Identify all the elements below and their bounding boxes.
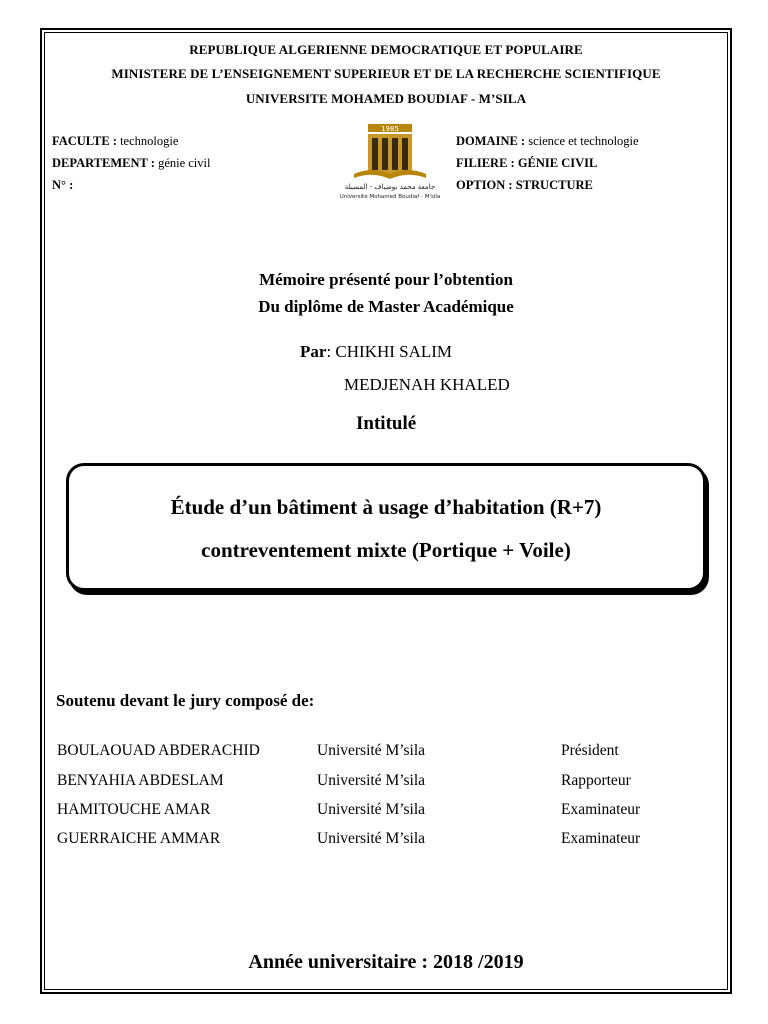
jury-member-university: Université M’sila xyxy=(317,772,426,789)
author-1: : CHIKHI SALIM xyxy=(326,342,453,361)
jury-member-university: Université M’sila xyxy=(317,801,426,818)
jury-member-role: Examinateur xyxy=(561,830,641,847)
faculte-line: FACULTE : technologie xyxy=(52,134,179,148)
jury-member-university: Université M’sila xyxy=(317,830,426,847)
option-line: OPTION : STRUCTURE xyxy=(456,178,593,192)
academic-year: Année universitaire : 2018 /2019 xyxy=(248,951,524,973)
thesis-title-line-2: contreventement mixte (Portique + Voile) xyxy=(201,538,571,562)
numero-line: N° : xyxy=(52,178,74,192)
left-info-block xyxy=(52,130,210,196)
jury-member-name: HAMITOUCHE AMAR xyxy=(57,801,211,818)
memoire-line-1: Mémoire présenté pour l’obtention xyxy=(259,270,513,289)
author-line-1 xyxy=(300,342,452,362)
intitule-label: Intitulé xyxy=(356,413,417,434)
departement-line: DEPARTEMENT : génie civil xyxy=(52,156,211,170)
jury-member-role: Président xyxy=(561,742,619,759)
header-republic: REPUBLIQUE ALGERIENNE DEMOCRATIQUE ET POPULAIRE xyxy=(189,42,583,57)
par-label: Par xyxy=(300,342,327,361)
university-logo xyxy=(332,122,448,202)
jury-member-university: Université M’sila xyxy=(317,742,426,759)
jury-member-name: BOULAOUAD ABDERACHID xyxy=(57,742,260,759)
domaine-line: DOMAINE : science et technologie xyxy=(456,134,639,148)
author-2: MEDJENAH KHALED xyxy=(344,375,510,394)
header-university: UNIVERSITE MOHAMED BOUDIAF - M’SILA xyxy=(245,91,527,106)
jury-member-role: Rapporteur xyxy=(561,772,631,789)
thesis-title-line-1: Étude d’un bâtiment à usage d’habitation (R+7) xyxy=(170,495,602,519)
jury-heading: Soutenu devant le jury composé de: xyxy=(56,691,315,710)
svg-text:1985: 1985 xyxy=(381,125,399,133)
memoire-line-2: Du diplôme de Master Académique xyxy=(258,297,514,316)
jury-member-role: Examinateur xyxy=(561,801,641,818)
thesis-title-box xyxy=(66,463,706,591)
jury-member-name: BENYAHIA ABDESLAM xyxy=(57,772,224,789)
logo-arabic-text: جامعة محمد بوضياف - المسيلة xyxy=(344,183,436,191)
jury-member-name: GUERRAICHE AMMAR xyxy=(57,830,221,847)
header-ministry: MINISTERE DE L’ENSEIGNEMENT SUPERIEUR ET DE LA RECHERCHE SCIENTIFIQUE xyxy=(111,66,661,81)
filiere-line: FILIERE : GÉNIE CIVIL xyxy=(456,156,598,170)
right-info-block xyxy=(456,130,639,196)
logo-latin-text: Université Mohamed Boudiaf - M'sila xyxy=(339,194,441,200)
university-logo-emblem xyxy=(332,122,448,202)
